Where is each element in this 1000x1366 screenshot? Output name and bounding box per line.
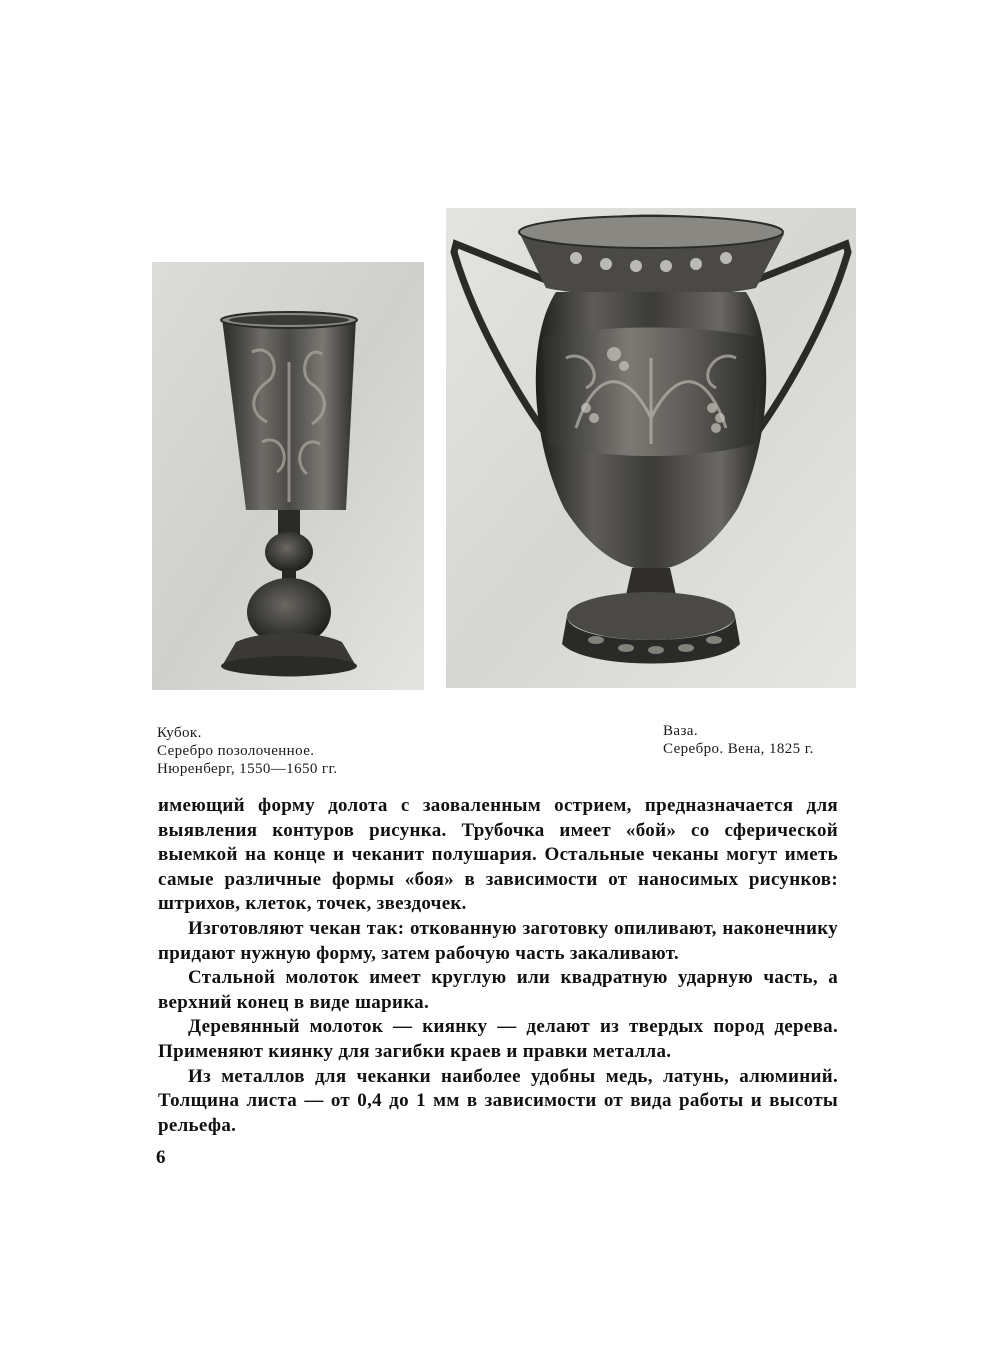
- caption-line: Ваза.: [663, 723, 698, 739]
- caption-line: Серебро. Вена, 1825 г.: [663, 741, 814, 757]
- paragraph: Деревянный молоток — киянку — делают из твердых пород дерева. Применяют киянку для загибки краев и правки металла.: [158, 1016, 838, 1062]
- caption-line: Кубок.: [157, 725, 202, 741]
- vase-caption: [663, 722, 814, 758]
- vase-photo: [446, 208, 856, 688]
- goblet-caption: [157, 724, 338, 778]
- page-number: 6: [156, 1147, 166, 1168]
- paragraph: Из металлов для чеканки наиболее удобны медь, латунь, алюминий. Толщина листа — от 0,4 до 1 мм в зависимости от вида работы и высоты рельефа.: [158, 1065, 838, 1136]
- goblet-photo: [152, 262, 424, 690]
- caption-line: Нюренберг, 1550—1650 гг.: [157, 761, 338, 777]
- paragraph: Изготовляют чекан так: откованную заготовку опиливают, наконечнику придают нужную форму, затем рабочую часть закаливают.: [158, 917, 838, 964]
- paragraph: имеющий форму долота с заоваленным острием, предназначается для выявления контуров рисунка. Трубочка имеет «бой» со сферической выемкой на конце и чеканит полушария. Остальные чеканы могут иметь самые различные формы «боя» в зависимости от наносимых рисунков: штрихов, клеток, точек, звездочек.: [158, 795, 838, 915]
- paragraph: Стальной молоток имеет круглую или квадратную ударную часть, а верхний конец в виде шарика.: [158, 967, 838, 1013]
- body-text: [158, 794, 838, 1138]
- caption-line: Серебро позолоченное.: [157, 743, 315, 759]
